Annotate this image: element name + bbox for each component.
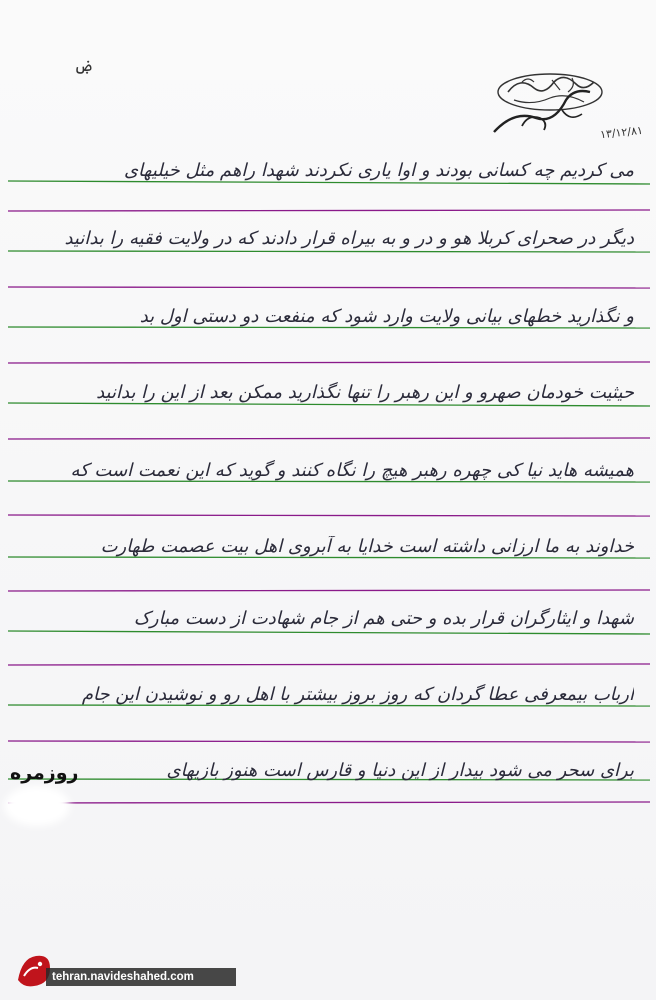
caption-smudge <box>4 786 70 826</box>
letter-line-9: برای سحر می شود بیدار از این دنیا و قارس است هنوز بازیهای <box>166 760 634 781</box>
watermark-url: tehran.navideshahed.com <box>46 968 236 986</box>
magenta-rule-line <box>8 741 650 742</box>
letter-line-1: می کردیم چه کسانی بودند و اوا یاری نکردند شهدا راهم مثل خیلیهای <box>123 160 634 181</box>
letter-line-5: همیشه هاید نیا کی چهره رهبر هیچ را نگاه کنند و گوید که این نعمت است که <box>70 460 634 481</box>
magenta-rule-line <box>8 438 650 439</box>
green-rule-line <box>8 481 650 482</box>
letter-line-4: حیثیت خودمان صهرو و این رهبر را تنها نگذارید ممکن بعد از این را بدانید <box>96 382 634 403</box>
green-rule-line <box>8 557 650 558</box>
magenta-rule-line <box>8 590 650 591</box>
letter-line-8: ارباب بیمعرفی عطا گردان که روز بروز بیشتر با اهل رو و نوشیدن این جام <box>81 684 634 705</box>
letter-line-3: و نگذارید خطهای بیانی ولایت وارد شود که منفعت دو دستی اول بد <box>139 306 634 327</box>
caption-label: روزمره <box>10 762 79 784</box>
green-rule-line <box>8 181 650 184</box>
official-seal-stamp <box>492 70 612 150</box>
green-rule-line <box>8 251 650 252</box>
magenta-rule-line <box>8 362 650 363</box>
magenta-rule-line <box>8 802 650 803</box>
green-rule-line <box>8 403 650 406</box>
letter-line-7: شهدا و ایثارگران قرار بده و حتی هم از جام شهادت از دست مبارک <box>133 608 634 629</box>
magenta-rule-line <box>8 664 650 665</box>
letter-line-6: خداوند به ما ارزانی داشته است خدایا به آبروی اهل بیت عصمت طهارت <box>100 536 634 557</box>
green-rule-line <box>8 705 650 706</box>
magenta-rule-line <box>8 515 650 516</box>
magenta-rule-line <box>8 287 650 288</box>
green-rule-line <box>8 631 650 634</box>
page-number: ۻ <box>74 56 93 75</box>
green-rule-line <box>8 327 650 328</box>
magenta-rule-line <box>8 210 650 211</box>
seal-date: ۱۳/۱۲/۸۱ <box>599 123 644 142</box>
letter-line-2: دیگر در صحرای کربلا هو و در و به بیراه قرار دادند که در ولایت فقیه را بدانید <box>64 228 634 249</box>
